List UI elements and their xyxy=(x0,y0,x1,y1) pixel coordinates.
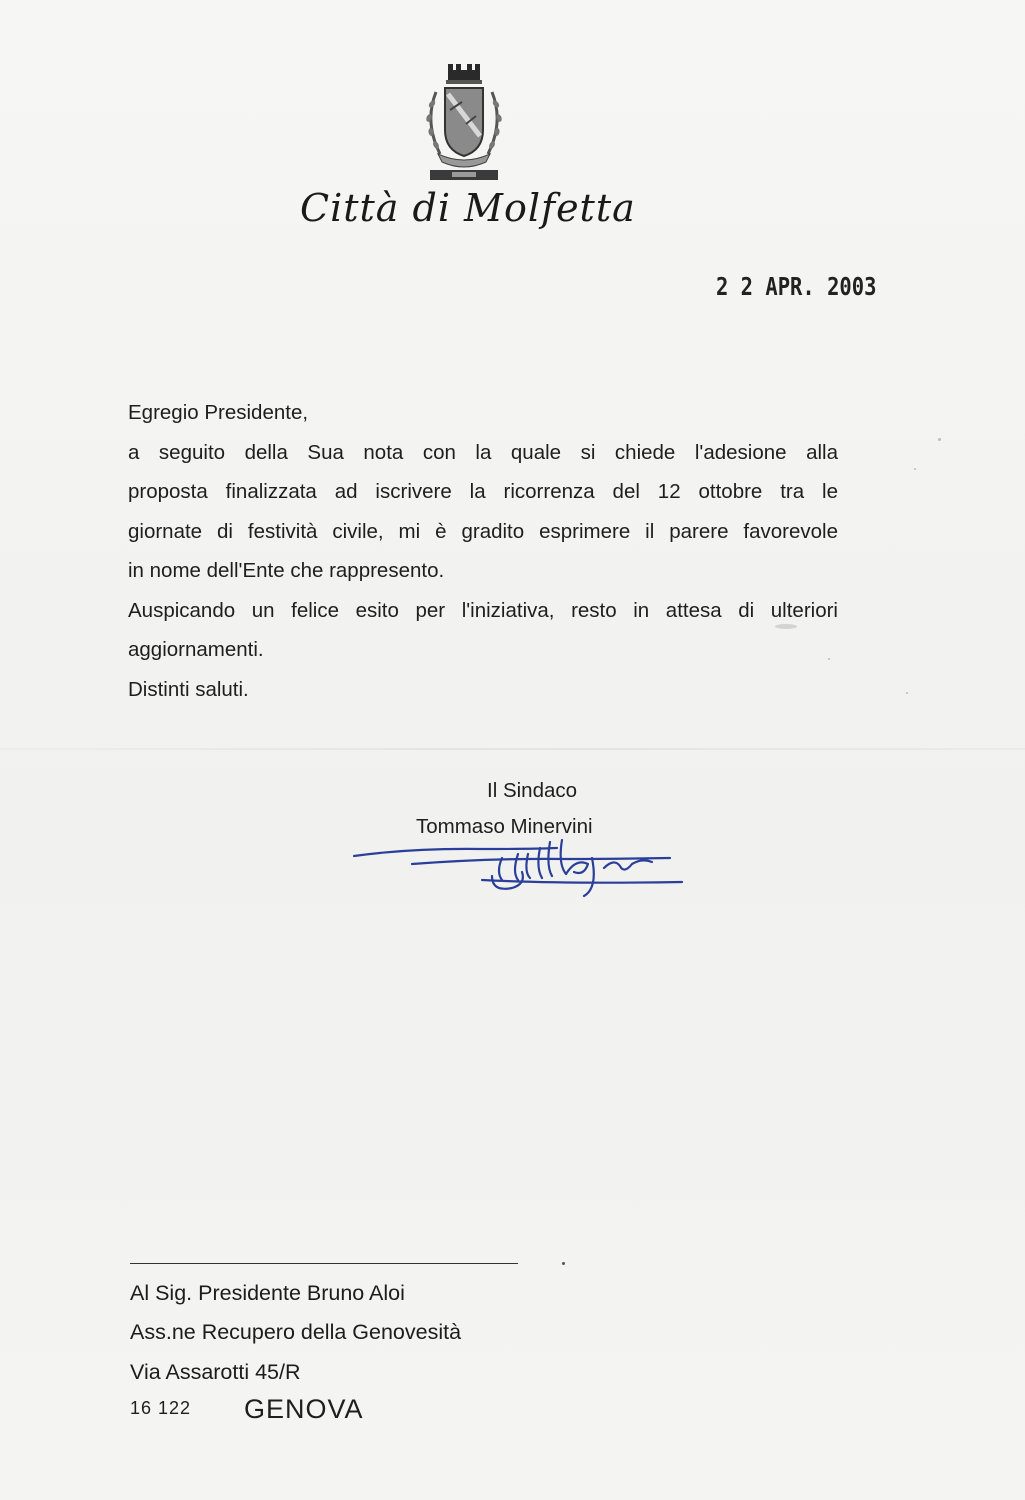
letter-line: aggiornamenti. xyxy=(128,638,264,661)
paper-mark xyxy=(775,624,797,629)
paper-speck xyxy=(906,692,908,694)
address-separator-line xyxy=(130,1263,518,1264)
letter-line: in nome dell'Ente che rappresento. xyxy=(128,559,445,582)
handwritten-signature xyxy=(352,818,687,898)
paper-speck xyxy=(828,658,830,660)
recipient-line-1: Al Sig. Presidente Bruno Aloi xyxy=(130,1281,405,1305)
paper-speck xyxy=(938,438,941,441)
signatory-name: Tommaso Minervini xyxy=(416,815,593,838)
salutation: Egregio Presidente, xyxy=(128,401,309,424)
closing: Distinti saluti. xyxy=(128,677,249,701)
date-stamp: 2 2 APR. 2003 xyxy=(716,272,877,301)
letter-line: proposta finalizzata ad iscrivere la ricorrenza del 12 ottobre tra le xyxy=(128,480,838,503)
paper-fold-line xyxy=(0,748,1025,750)
letter-body xyxy=(128,393,838,709)
letter-line: a seguito della Sua nota con la quale si chiede l'adesione alla xyxy=(128,440,838,464)
molfetta-coat-of-arms-icon xyxy=(418,62,510,182)
letter-line: Auspicando un felice esito per l'iniziativa, resto in attesa di ulteriori xyxy=(128,598,838,622)
letter-line: giornate di festività civile, mi è gradito esprimere il parere favorevole xyxy=(128,519,838,543)
paper-speck xyxy=(914,468,916,470)
signatory-title: Il Sindaco xyxy=(487,779,578,802)
separator-dot xyxy=(562,1262,565,1265)
city-name-heading: Città di Molfetta xyxy=(300,186,636,230)
recipient-city: GENOVA xyxy=(244,1394,364,1424)
recipient-postal-code: 16 122 xyxy=(130,1398,192,1418)
recipient-line-3: Via Assarotti 45/R xyxy=(130,1360,301,1384)
recipient-line-2: Ass.ne Recupero della Genovesità xyxy=(130,1320,462,1344)
